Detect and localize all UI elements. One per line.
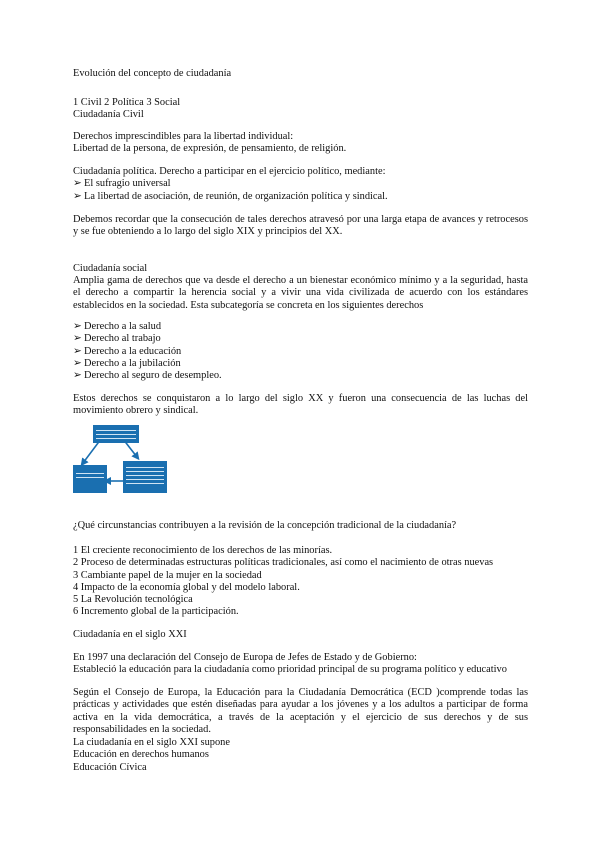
document-title: Evolución del concepto de ciudadanía	[73, 68, 232, 79]
citizenship-diagram	[73, 423, 167, 495]
declaration-line-2: Estableció la educación para la ciudadanía como prioridad principal de su programa político y educativo	[73, 664, 507, 676]
civil-heading: Ciudadanía Civil	[73, 109, 144, 121]
list-item: 4 Impacto de la economía global y del modelo laboral.	[73, 581, 300, 593]
social-heading: Ciudadanía social	[73, 263, 148, 274]
political-intro: Ciudadanía política. Derecho a participar en el ejercicio político, mediante:	[73, 166, 386, 177]
bullet-arrow-icon: ➢	[73, 333, 82, 345]
list-item: ➢ El sufragio universal	[73, 178, 171, 190]
historical-paragraph: Debemos recordar que la consecución de tales derechos atravesó por una larga etapa de avances y retrocesos y se fue obteniendo a lo largo del siglo XIX y principios del XX.	[73, 214, 528, 238]
bullet-arrow-icon: ➢	[73, 190, 82, 202]
list-item: 5 La Revolución tecnológica	[73, 594, 193, 606]
social-rights-list	[73, 321, 528, 382]
supone-line: La ciudadanía en el siglo XXI supone	[73, 737, 230, 748]
bullet-arrow-icon: ➢	[73, 321, 82, 332]
ecd-paragraph: Según el Consejo de Europa, la Educación para la Ciudadanía Democrática (ECD )comprende todas las prácticas y actividades que estén diseñadas para ayudar a los jóvenes y a los adultos a participar de forma activa en la vida democrática, a través de la aceptación y el ejercicio de sus derechos y de sus responsabilidades en la sociedad.	[73, 687, 528, 735]
declaration-line-1: En 1997 una declaración del Consejo de Europa de Jefes de Estado y de Gobierno:	[73, 652, 417, 663]
list-item: 3 Cambiante papel de la mujer en la sociedad	[73, 569, 262, 581]
reasons-list	[73, 545, 528, 619]
list-item: ➢ Derecho a la jubilación	[73, 357, 181, 369]
diagram-box-left	[73, 465, 107, 493]
list-item: Educación Cívica	[73, 761, 147, 773]
citizenship-types	[73, 97, 528, 122]
list-item: 6 Incremento global de la participación.	[73, 606, 239, 618]
supone-section	[73, 737, 528, 774]
civil-rights: Libertad de la persona, de expresión, de pensamiento, de religión.	[73, 143, 347, 155]
types-line: 1 Civil 2 Política 3 Social	[73, 97, 181, 108]
civil-section	[73, 131, 528, 156]
list-item: ➢ La libertad de asociación, de reunión, de organización política y sindical.	[73, 190, 388, 202]
question: ¿Qué circunstancias contribuyen a la revisión de la concepción tradicional de la ciudadanía?	[73, 520, 457, 531]
list-item: ➢ Derecho a la educación	[73, 345, 182, 357]
civil-intro: Derechos imprescindibles para la libertad individual:	[73, 131, 294, 142]
list-item: ➢ Derecho al trabajo	[73, 333, 161, 345]
social-paragraph-2: Estos derechos se conquistaron a lo largo del siglo XX y fueron una consecuencia de las luchas del movimiento obrero y sindical.	[73, 393, 528, 417]
political-section	[73, 166, 528, 203]
social-paragraph: Amplia gama de derechos que va desde el derecho a un bienestar económico mínimo y a la seguridad, hasta el derecho a compartir la herencia social y a vivir una vida civilizada de acuerdo con los estándares establecidos en la sociedad. Esta subcategoría se concreta en los siguientes derechos	[73, 275, 528, 311]
declaration	[73, 652, 528, 677]
list-item: 2 Proceso de determinadas estructuras políticas tradicionales, así como el nacimiento de otras nuevas	[73, 557, 494, 569]
bullet-arrow-icon: ➢	[73, 345, 82, 357]
list-item: 1 El creciente reconocimiento de los derechos de las minorías.	[73, 545, 333, 556]
diagram-box-top	[93, 425, 139, 443]
xxi-heading: Ciudadanía en el siglo XXI	[73, 629, 187, 640]
list-item: ➢ Derecho al seguro de desempleo.	[73, 370, 222, 382]
list-item: ➢ Derecho a la salud	[73, 321, 162, 332]
list-item: Educación en derechos humanos	[73, 749, 209, 761]
diagram-box-right	[123, 461, 167, 493]
bullet-arrow-icon: ➢	[73, 178, 82, 190]
bullet-arrow-icon: ➢	[73, 370, 82, 382]
bullet-arrow-icon: ➢	[73, 357, 82, 369]
